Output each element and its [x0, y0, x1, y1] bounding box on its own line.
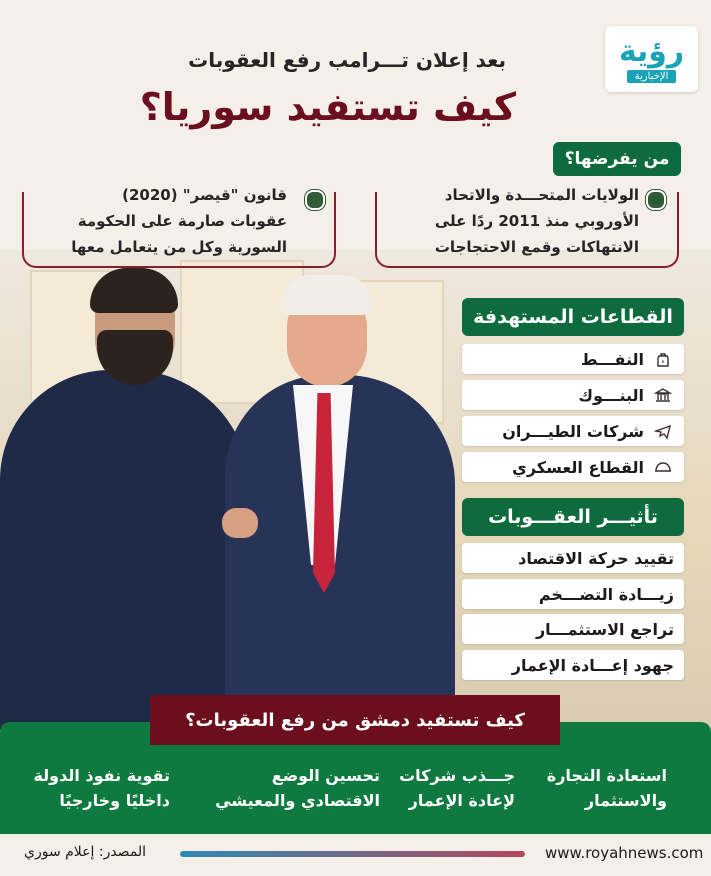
sector-oil: النفـــط	[462, 344, 684, 374]
impact-item: زيـــادة التضـــخم	[462, 579, 684, 609]
benefits-heading: كيف تستفيد دمشق من رفع العقوبات؟	[150, 695, 560, 745]
sector-banks: البنـــوك	[462, 380, 684, 410]
person-left	[0, 370, 250, 730]
logo-text: رؤية	[618, 33, 685, 69]
bullet-dot-icon	[305, 190, 325, 210]
benefit-reconstruction: جـــذب شركات لإعادة الإعمار	[399, 766, 515, 810]
who-caesar-text: قانون "قيصر" (2020) عقوبات صارمة على الحكومة السورية وكل من يتعامل معها	[71, 186, 287, 256]
handshake	[222, 508, 258, 538]
impact-heading: تأثيـــر العقـــوبات	[462, 498, 684, 536]
military-helmet-icon	[652, 456, 674, 478]
person-right	[225, 375, 455, 730]
who-us-eu-text: الولايات المتحـــدة والاتحاد الأوروبي منذ 2011 ردًا على الانتهاكات وقمع الاحتجاجات	[434, 186, 639, 256]
footer-divider	[180, 851, 525, 857]
sectors-heading: القطاعات المستهدفة	[462, 298, 684, 336]
sector-airlines: شركات الطيـــران	[462, 416, 684, 446]
impact-item: تقييد حركة الاقتصاد	[462, 543, 684, 573]
benefit-trade: استعادة التجارة والاستثمار	[546, 766, 667, 810]
bullet-dot-icon	[646, 190, 666, 210]
oil-can-icon	[652, 348, 674, 370]
benefit-influence: تقوية نفوذ الدولة داخليًا وخارجيًا	[33, 766, 170, 810]
who-imposes-label: من يفرضها؟	[553, 142, 681, 176]
footer-url[interactable]: www.royahnews.com	[545, 844, 704, 862]
airplane-icon	[652, 420, 674, 442]
page-subtitle: بعد إعلان تـــرامب رفع العقوبات	[188, 48, 506, 72]
impact-item: تراجع الاستثمـــار	[462, 614, 684, 644]
benefit-economy: تحسين الوضع الاقتصادي والمعيشي	[215, 766, 380, 810]
impact-item: جهود إعـــادة الإعمار	[462, 650, 684, 680]
rouya-logo	[605, 26, 698, 92]
footer-source: المصدر: إعلام سوري	[24, 844, 147, 860]
page-title: كيف تستفيد سوريا؟	[139, 85, 516, 129]
sector-military: القطاع العسكري	[462, 452, 684, 482]
logo-subtext: الإخبارية	[627, 70, 677, 83]
bank-icon	[652, 384, 674, 406]
